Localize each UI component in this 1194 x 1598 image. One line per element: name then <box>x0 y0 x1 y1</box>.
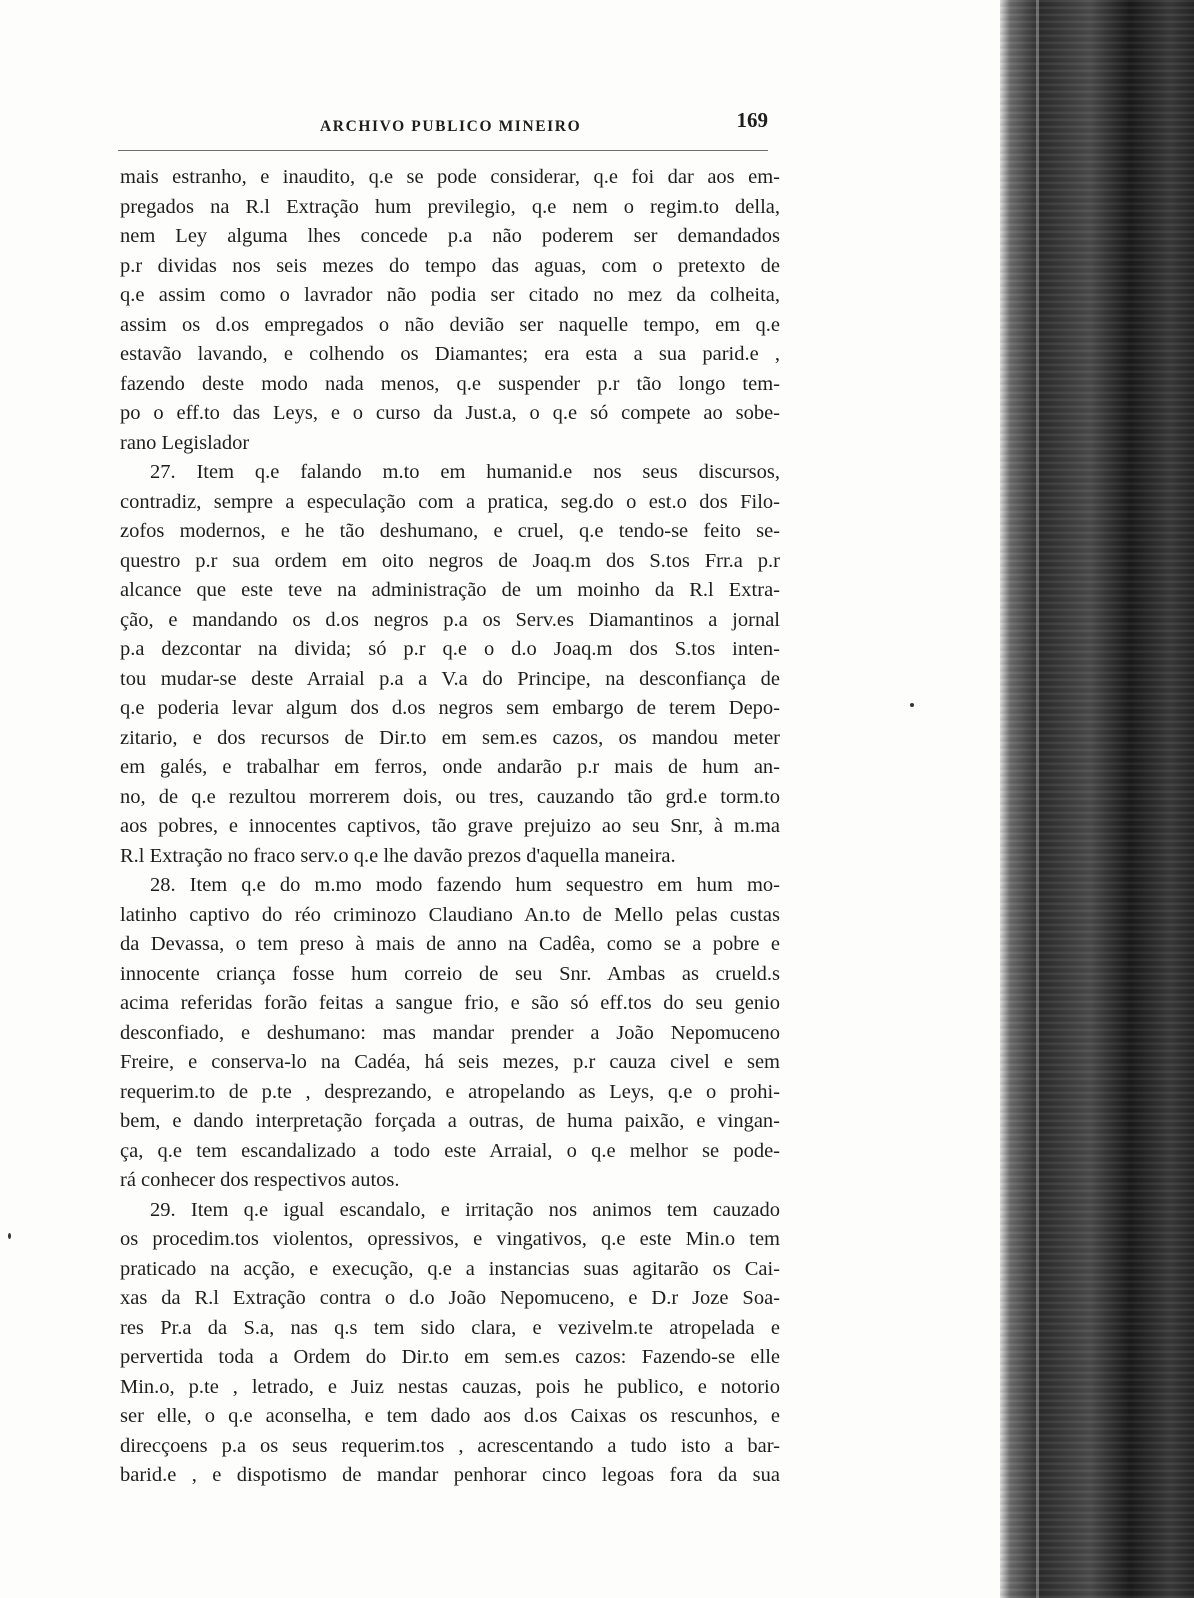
text-line: res Pr.a da S.a, nas q.s tem sido clara, e vezivelm.te atropelada e <box>120 1316 780 1339</box>
text-line: p.r dividas nos seis mezes do tempo das aguas, com o pretexto de <box>120 254 780 277</box>
text-line: no, de q.e rezultou morrerem dois, ou tres, cauzando tão grd.e torm.to <box>120 785 780 808</box>
text-line: mais estranho, e inaudito, q.e se pode considerar, q.e foi dar aos em- <box>120 166 780 188</box>
text-line: nem Ley alguma lhes concede p.a não poderem ser demandados <box>120 225 780 247</box>
text-line: q.e assim como o lavrador não podia ser citado no mez da colheita, <box>120 284 780 306</box>
scan-speck <box>8 1233 11 1239</box>
text-line: aos pobres, e innocentes captivos, tão grave prejuizo ao seu Snr, à m.ma <box>120 815 780 837</box>
text-line: bem, e dando interpretação forçada a outras, de huma paixão, e vingan- <box>120 1110 780 1132</box>
page-header <box>118 108 778 138</box>
text-line: 27. Item q.e falando m.to em humanid.e nos seus discursos, <box>150 461 780 483</box>
text-line: fazendo deste modo nada menos, q.e suspender p.r tão longo tem- <box>120 372 780 395</box>
text-line: ça, q.e tem escandalizado a todo este Arraial, o q.e melhor se pode- <box>120 1139 780 1162</box>
text-line: praticado na acção, e execução, q.e a instancias suas agitarão os Cai- <box>120 1257 780 1280</box>
text-line: estavão lavando, e colhendo os Diamantes; era esta a sua parid.e , <box>120 343 780 365</box>
text-line: p.a dezcontar na divida; só p.r q.e o d.o Joaq.m dos S.tos inten- <box>120 638 780 660</box>
text-line: desconfiado, e deshumano: mas mandar prender a João Nepomuceno <box>120 1021 780 1044</box>
text-line: zitario, e dos recursos de Dir.to em sem.es cazos, os mandou meter <box>120 726 780 749</box>
header-rule <box>118 150 768 151</box>
text-line: contradiz, sempre a especulação com a pratica, seg.do o est.o dos Filo- <box>120 490 780 513</box>
text-line: 28. Item q.e do m.mo modo fazendo hum sequestro em hum mo- <box>150 874 780 896</box>
text-line: barid.e , e dispotismo de mandar penhorar cinco legoas fora da sua <box>120 1464 780 1486</box>
text-line: R.l Extração no fraco serv.o q.e lhe davão prezos d'aquella maneira. <box>120 844 676 867</box>
text-line: em galés, e trabalhar em ferros, onde andarão p.r mais de hum an- <box>120 756 780 778</box>
text-line: tou mudar-se deste Arraial p.a a V.a do Principe, na desconfiança de <box>120 667 780 690</box>
text-line: acima referidas forão feitas a sangue frio, e são só eff.tos do seu genio <box>120 992 780 1014</box>
text-line: assim os d.os empregados o não devião ser naquelle tempo, em q.e <box>120 313 780 336</box>
page-number: 169 <box>736 108 768 132</box>
text-line: xas da R.l Extração contra o d.o João Nepomuceno, e D.r Joze Soa- <box>120 1287 780 1309</box>
text-line: 29. Item q.e igual escandalo, e irritação nos animos tem cauzado <box>150 1198 780 1221</box>
text-line: po o eff.to das Leys, e o curso da Just.a, o q.e só compete ao sobe- <box>120 402 780 424</box>
body-text <box>120 163 780 1491</box>
text-line: direcçoens p.a os seus requerim.tos , acrescentando a tudo isto a bar- <box>120 1434 780 1457</box>
text-line: zofos modernos, e he tão deshumano, e cruel, q.e tendo-se feito se- <box>120 520 780 542</box>
running-title: ARCHIVO PUBLICO MINEIRO <box>320 118 582 135</box>
book-binding-edge <box>1000 0 1194 1598</box>
text-line: pervertida toda a Ordem do Dir.to em sem.es cazos: Fazendo-se elle <box>120 1346 780 1368</box>
text-line: os procedim.tos violentos, opressivos, e vingativos, q.e este Min.o tem <box>120 1228 780 1250</box>
text-line: rá conhecer dos respectivos autos. <box>120 1169 400 1191</box>
text-line: rano Legislador <box>120 431 250 454</box>
text-line: da Devassa, o tem preso à mais de anno na Cadêa, como se a pobre e <box>120 933 780 955</box>
text-line: latinho captivo do réo criminozo Claudiano An.to de Mello pelas custas <box>120 903 780 926</box>
text-line: Min.o, p.te , letrado, e Juiz nestas cauzas, pois he publico, e notorio <box>120 1375 780 1398</box>
text-line: innocente criança fosse hum correio de seu Snr. Ambas as crueld.s <box>120 962 780 985</box>
text-line: q.e poderia levar algum dos d.os negros sem embargo de terem Depo- <box>120 697 780 719</box>
text-line: requerim.to de p.te , desprezando, e atropelando as Leys, q.e o prohi- <box>120 1080 780 1103</box>
text-line: pregados na R.l Extração hum previlegio, q.e nem o regim.to della, <box>120 195 780 218</box>
text-line: alcance que este teve na administração de um moinho da R.l Extra- <box>120 579 780 601</box>
text-line: Freire, e conserva-lo na Cadéa, há seis mezes, p.r cauza civel e sem <box>120 1051 780 1073</box>
text-line: ção, e mandando os d.os negros p.a os Serv.es Diamantinos a jornal <box>120 608 780 631</box>
text-line: ser elle, o q.e aconselha, e tem dado aos d.os Caixas os rescunhos, e <box>120 1405 780 1427</box>
text-line: questro p.r sua ordem em oito negros de Joaq.m dos S.tos Frr.a p.r <box>120 549 780 572</box>
scan-speck <box>910 703 914 707</box>
